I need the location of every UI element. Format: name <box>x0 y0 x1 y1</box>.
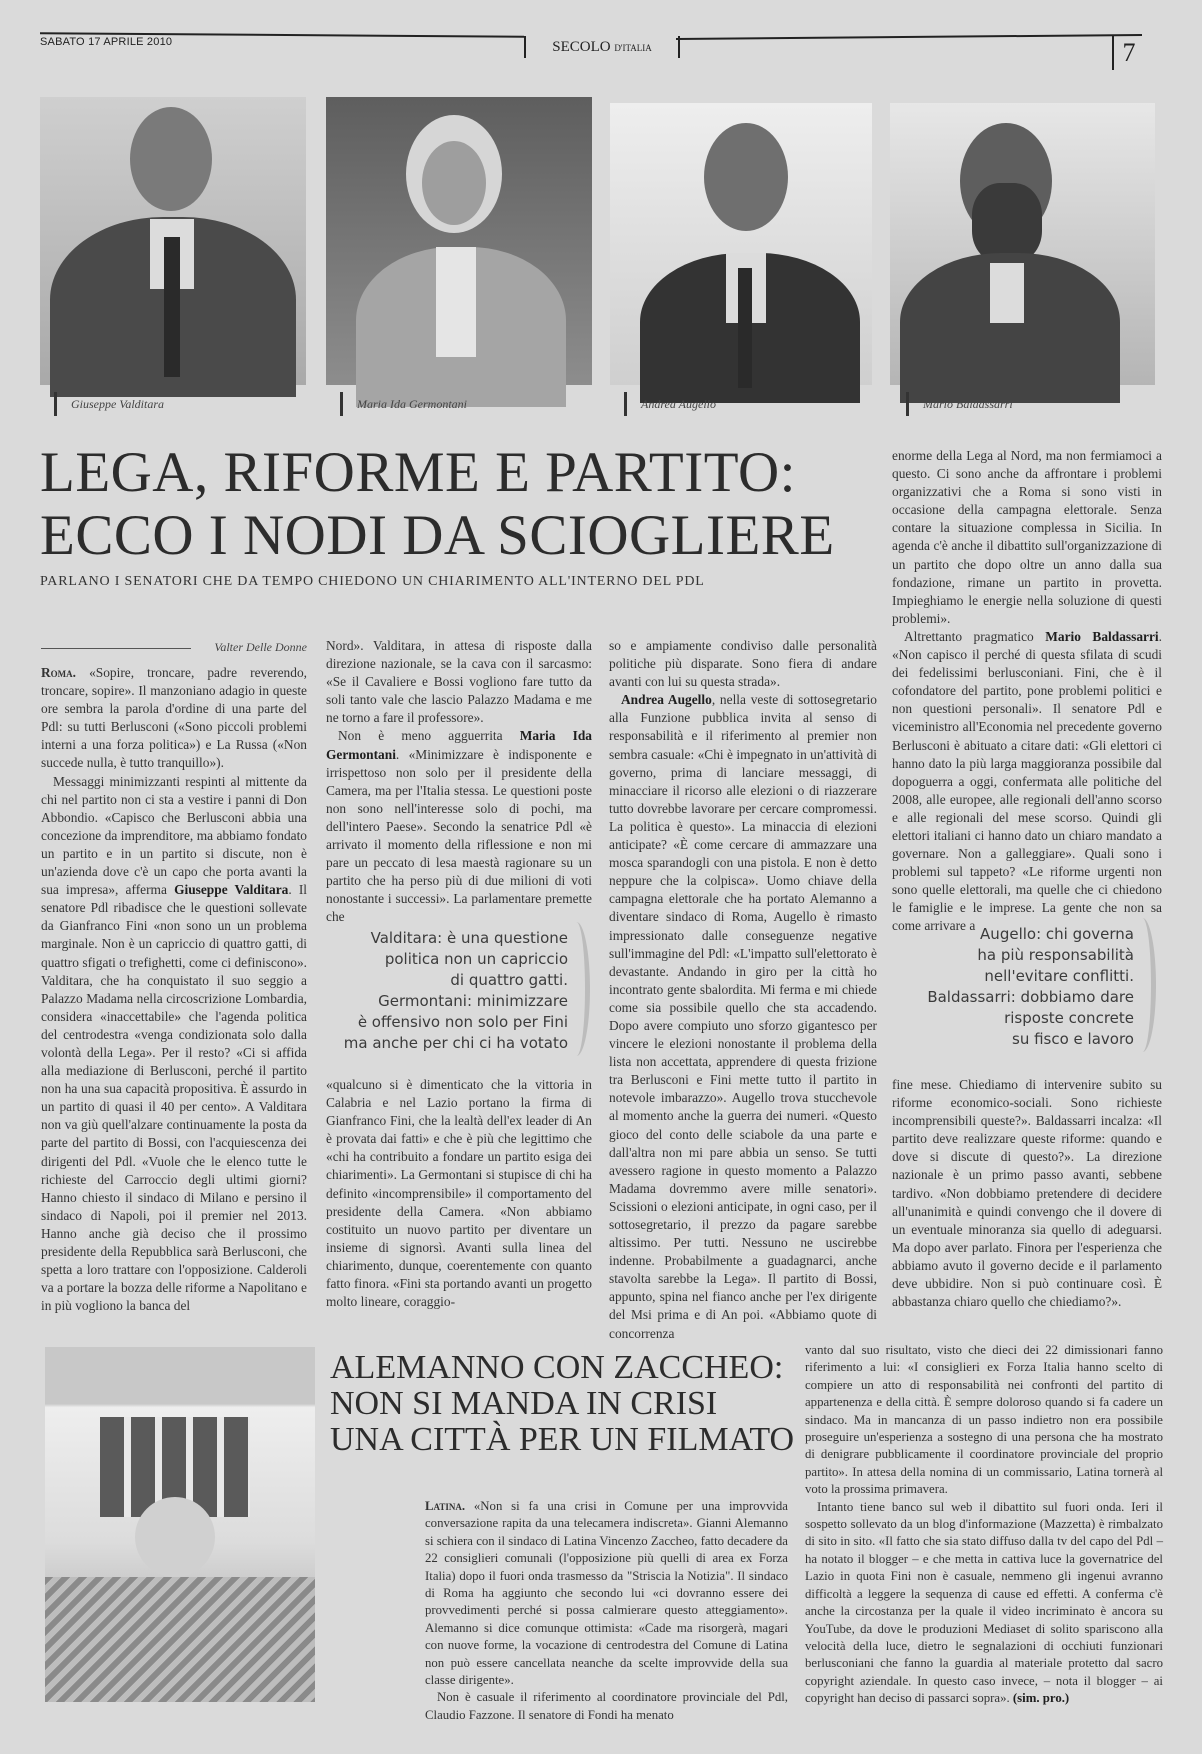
article-column <box>326 637 592 925</box>
text-run: , nella veste di sottosegretario alla Funzione pubblica invita al senso di responsabilità e il riferimento al premier non sembra casuale: «Chi è impegnato in un'attività di governo, prima di lanciare messaggi, di minacciare il ricorso alle elezioni o di riazzerare tutto dovrebbe lavorare per cercare compromessi. La politica è questo». La minaccia di elezioni anticipate? «È come cercare di ammazzare una mosca sparandogli con una pistola. E non è detto neppure che la colpisca». Uomo chiave della campagna elettorale che ha portato Alemanno a diventare sindaco di Roma, Augello è rimasto impressionato dalle conseguenze negative sull'immagine del Pdl: «L'impatto sull'elettorato è devastante. Andando in giro per la città ho incontrato gente sbalordita. Mi ferma e mi chiede come sia possibile quello che sta accadendo. Dopo avere compiuto uno sforzo gigantesco per vincere le elezioni nonostante il problema della lista non accettata, apprendere di questa frizione tra Berlusconi e Fini mette tutto il partito in notevole imbarazzo». Augello trova stucchevole al momento anche la guerra dei numeri. «Questo gioco del conto delle sciabole da una parte e dall'altra non mi pare abbia un senso. Se tutti avessero ragione in questo momento a Palazzo Madama dovremmo avere mille senatori». Scissioni o elezioni anticipate, in ogni caso, per il sottosegretario, il prezzo da pagare sarebbe altissimo. Per tutti. Nessuno ne uscirebbe indenne. Probabilmente a guadagnarci, anche stavolta sarebbe la Lega». Il partito di Bossi, appunto, spina nel fianco anche per l'ex dirigente del Msi prima e di An poi. «Abbiamo quote di concorrenza <box>609 692 878 1341</box>
paragraph <box>609 691 877 1342</box>
text-run: Messaggi minimizzanti respinti al mittente da chi nel partito non ci sta a vestire i panni di Don Abbondio. «Capisco che Berlusconi abbia una concezione da imprenditore, ma abbiamo fondato un partito e in un partito si discute, non è un'azienda dove c'è un capo che porta avanti la sua impresa», afferma <box>41 773 307 898</box>
text-run: Altrettanto pragmatico <box>904 628 1046 644</box>
pull-quote-line: su fisco e lavoro <box>1012 1030 1134 1048</box>
paragraph <box>425 1689 788 1724</box>
headline-line-2: ECCO I NODI DA SCIOGLIERE <box>40 504 835 567</box>
article-column <box>41 664 307 1324</box>
text-run: vanto dal suo risultato, visto che dieci dei 22 dimissionari fanno riferimento a lui: «I consiglieri ex Forza Italia hanno scelto di compiere un atto di responsabilità nei confronti del partito di appartenenza e della città. È sempre doloroso quando si fa cadere un sindaco. Ma in mancanza di un passo indietro non era possibile proseguire un'esperienza a sostegno di una persona che ha mostrato di denigrare pubblicamente il coordinatore provinciale del proprio partito». In attesa della nomina di un commissario, Latina tornerà al voto la prossima primavera. <box>805 1343 1163 1497</box>
paragraph <box>326 637 592 727</box>
article-column <box>609 637 878 1341</box>
subheading: PARLANO I SENATORI CHE DA TEMPO CHIEDONO UN CHIARIMENTO ALL'INTERNO DEL PDL <box>40 574 705 589</box>
article2-headline-line: UNA CITTÀ PER UN FILMATO <box>330 1421 795 1458</box>
masthead-title: SECOLO <box>552 39 611 55</box>
pull-quote-line: Germontani: minimizzare <box>378 992 568 1010</box>
text-run: «qualcuno si è dimenticato che la vittoria in Calabria e nel Lazio portano la firma di Gianfranco Fini, che la lealtà dell'ex leader di An è provata dai fatti» e che è più che legittimo che «chi ha contribuito a fondare un partito esiga dei chiarimenti». La Germontani si stupisce di chi ha definito «incomprensibile» il comportamento del presidente della Camera. «Non abbiamo costituito un nuovo partito per diventare un insieme di signorsì. Avanti sulla linea del chiarimento, dunque, coerentemente con quanto fatto finora. «Fini sta portando avanti un progetto molto lineare, coraggio- <box>326 1077 592 1310</box>
article-column <box>892 1076 1162 1324</box>
pull-quote-left <box>320 928 590 1054</box>
byline <box>41 640 307 656</box>
bold-name: Mario Baldassarri <box>1045 628 1159 644</box>
text-run: enorme della Lega al Nord, ma non fermiamoci a questo. Ci sono anche da affrontare i problemi organizzativi che a Roma si sono visti in occasione della campagna elettorale. Senza contare la situazione complessa in Sicilia. In agenda c'è anche il dibattito sull'organizzazione di un partito che dopo oltre un anno dalla sua fondazione, rimane un partito in provetta. Impieghiamo le energie nella soluzione di questi problemi». <box>892 448 1162 626</box>
pull-quote-right <box>880 924 1156 1050</box>
paragraph <box>326 727 592 926</box>
photo-mario-baldassarri <box>890 103 1155 385</box>
bold-name: Maria Ida Germontani <box>326 728 592 762</box>
text-run: Roma. <box>41 665 90 680</box>
text-run: Non è casuale il riferimento al coordinatore provinciale del Pdl, Claudio Fazzone. Il senatore di Fondi ha menato <box>425 1690 788 1722</box>
pull-quote-line: è offensivo non solo per Fini <box>357 1013 568 1031</box>
article-column <box>326 1076 592 1324</box>
photo-maria-ida-germontani <box>326 97 592 385</box>
paragraph <box>892 628 1162 936</box>
pull-quote-line: nell'evitare conflitti. <box>984 967 1134 985</box>
article-column <box>805 1342 1163 1722</box>
paragraph <box>425 1498 788 1689</box>
paragraph <box>326 1076 592 1311</box>
pull-quote-line: di quattro gatti. <box>450 971 568 989</box>
issue-date: SABATO 17 APRILE 2010 <box>40 36 173 48</box>
text-run: Intanto tiene banco sul web il dibattito sul fuori onda. Ieri il sospetto sollevato da un blog d'informazione (Mazzetta) è rimbalzato di sito in sito. «Il fatto che sia stato diffuso dalla tv del capo del Pdl – ha notato il blogger – e che metta in cattiva luce la governatrice del Lazio in quota Fini non è casuale, nemmeno gli ingenui avranno difficoltà a leggere la sequenza di cause ed effetti. A conferma c'è anche la circostanza per la quale il video incriminato è ancora su YouTube, da dove le produzioni Mediaset di solito spariscono alla velocità della luce, dietro le segnalazioni di occhiuti funzionari berlusconiani che fanno la guardia al materiale protetto dal sacro copyright aziendale. In questo caso invece, – nota il blogger – ai copyright han deciso di passarci sopra». <box>805 1499 1163 1706</box>
pull-quote-line: ma anche per chi ci ha votato <box>343 1034 568 1052</box>
paragraph <box>41 664 307 773</box>
text-run: «Non si fa una crisi in Comune per una improvvida conversazione rapita da una telecamera indiscreta». Gianni Alemanno si schiera con il sindaco di Latina Vincenzo Zaccheo, fatto decadere da 22 consiglieri comunali (l'opposizione più quelli di area ex Forza Italia) dopo il fuori onda trasmesso da "Striscia la Notizia". Il sindaco di Roma ha aggiunto che secondo lui «ci dovranno essere dei provvedimenti perché si possa calmierare questo atteggiamento». Alemanno si dice comunque ottimista: «Cade ma risorgerà, magari con nuove forme, la vocazione di centrodestra del Comune di Latina non può essere cancellata neanche da scelte improvvide della sua classe dirigente». <box>425 1499 788 1688</box>
masthead-subtitle: D'ITALIA <box>614 43 652 53</box>
photo-latina-city-hall <box>45 1347 315 1702</box>
text-run: Non è meno agguerrita <box>338 728 520 744</box>
photo-caption: Giuseppe Valditara <box>54 392 164 416</box>
article2-headline-line: ALEMANNO CON ZACCHEO: <box>330 1349 784 1386</box>
text-run: . «Minimizzare è indisponente e irrispettoso non solo per il presidente della Camera, ma per l'Italia stessa. Le questioni poste non sono nell'interesse solo di pochi, ma dell'intero Paese». Secondo la senatrice Pdl «è arrivato il momento della riflessione e non mi pare un peccato di lesa maestà ragionare su un partito che ha perso più di due milioni di voti nonostante i successi». La parlamentare premette che <box>326 746 592 925</box>
text-run: Latina. <box>425 1499 474 1513</box>
bold-name: Andrea Augello <box>621 692 712 708</box>
paragraph <box>41 773 307 1316</box>
bold-name: (sim. pro.) <box>1012 1691 1070 1706</box>
bold-name: Giuseppe Valditara <box>174 882 289 898</box>
text-run: . «Non capisco il perché di questa sfilata di scudi dei fedelissimi berlusconiani. Fini, che è il cofondatore del partito, pone problemi politici e non questioni personali». Il senatore Pdl e viceministro all'Economia nel precedente governo Berlusconi è abituato a citare dati: «Gli elettori ci hanno dato la più larga maggioranza possibile dal dopoguerra a oggi, confermata alle politiche del 2008, alle europee, alle regionali dell'anno scorso e alle regionali del mese scorso. Quindi gli elettori italiani ci hanno dato un chiaro mandato a governare. Non a galleggiare». Quali sono i problemi sul tappeto? «Le riforme urgenti non sono quelle elettorali, ma quelle che ci chiedono le famiglie e le imprese. La gente che non sa come arrivare a <box>892 628 1162 934</box>
headline-line-1: LEGA, RIFORME E PARTITO: <box>40 441 796 504</box>
photo-caption: Mario Baldassarri <box>906 392 1013 416</box>
paragraph <box>805 1499 1163 1708</box>
article2-headline <box>330 1350 800 1458</box>
pull-quote-line: politica non un capriccio <box>384 950 568 968</box>
article2-headline-line: NON SI MANDA IN CRISI <box>330 1385 718 1422</box>
text-run: «Sopire, troncare, padre reverendo, troncare, sopire». Il manzoniano adagio in queste ore sembra la parola d'ordine di una parte del Pdl: su tutti Berlusconi («Sono piccoli problemi interni a una forza politica») e La Russa («Non succede nulla, è tutto tranquillo»). <box>41 665 307 771</box>
masthead <box>524 36 680 58</box>
pull-quote-line: ha più responsabilità <box>977 946 1134 964</box>
header-rule-right <box>676 34 1142 40</box>
paragraph <box>892 447 1162 628</box>
photo-andrea-augello <box>610 103 872 385</box>
paragraph <box>892 1076 1162 1311</box>
text-run: so e ampiamente condiviso dalle personalità politiche più disparate. Sono fiera di andare avanti con lui su questa strada». <box>609 638 877 690</box>
photo-caption: Maria Ida Germontani <box>340 392 467 416</box>
photo-caption: Andrea Augello <box>624 392 716 416</box>
photo-giuseppe-valditara <box>40 97 306 385</box>
text-run: Nord». Valditara, in attesa di risposte dalla direzione nazionale, se la cava con il sarcasmo: «Se il Cavaliere e Bossi vogliono fare tutto da soli tanto vale che lascio Palazzo Madama e me ne torno a fare il professore». <box>326 638 592 726</box>
pull-quote-line: Valditara: è una questione <box>370 929 568 947</box>
pull-quote-line: risposte concrete <box>1004 1009 1134 1027</box>
article-column <box>425 1498 788 1746</box>
paragraph <box>609 637 877 691</box>
text-run: fine mese. Chiediamo di intervenire subito su riforme economico-sociali. Sono richieste incomprensibili queste?». Baldassarri incalza: «Il partito deve realizzare queste riforme: quando e dove si discute di questo?». La direzione nazionale è un primo passo avanti, sebbene tardivo. «Non dobbiamo pretendere di decidere all'unanimità e quindi convengo che il dovere di un eventuale minoranza sia quello di adeguarsi. Ma dopo aver parlato. Finora per l'esperienza che abbiamo avuto il governo decide e il parlamento deve ubbidire. Non si può continuare così. È abbastanza chiaro quello che chiediamo?». <box>892 1077 1162 1310</box>
text-run: . Il senatore Pdl ribadisce che le questioni sollevate da Gianfranco Fini «non sono un un problema marginale. Non è un capriccio di quattro gatti, di quattro sfigati o trefighetti, come ci definiscono». Valditara, che ha conquistato il suo seggio a Palazzo Madama nella circoscrizione Lombardia, considera «inaccettabile» che l'agenda politica del centrodestra «venga condizionata solo dalla volontà della Lega». Per il resto? «Ci si affida alla mediazione di Berlusconi, perché il partito non ha una sua capacità propositiva. È assurdo in un partito di quasi il 40 per cento». A Valditara non va giù quell'alzare continuamente la posta da parte del partito di Bossi, con l'acquiescenza dei dirigenti del Pdl. «Vuole che le elenco tutte le richieste del Carroccio degli ultimi giorni? Hanno chiesto il sindaco di Milano e persino il sindaco di Napoli, poi il premier nel 2013. Hanno anche già deciso che il prossimo presidente della Repubblica sarà Berlusconi, che spetta a loro trattare con l'opposizione. Calderoli va a portare la bozza delle riforme a Napolitano e in più vogliono la banca del <box>41 882 307 1314</box>
pull-quote-line: Augello: chi governa <box>980 925 1134 943</box>
paragraph <box>805 1342 1163 1499</box>
page-number: 7 <box>1112 36 1144 70</box>
byline-author: Valter Delle Donne <box>214 640 307 654</box>
pull-quote-line: Baldassarri: dobbiamo dare <box>927 988 1134 1006</box>
